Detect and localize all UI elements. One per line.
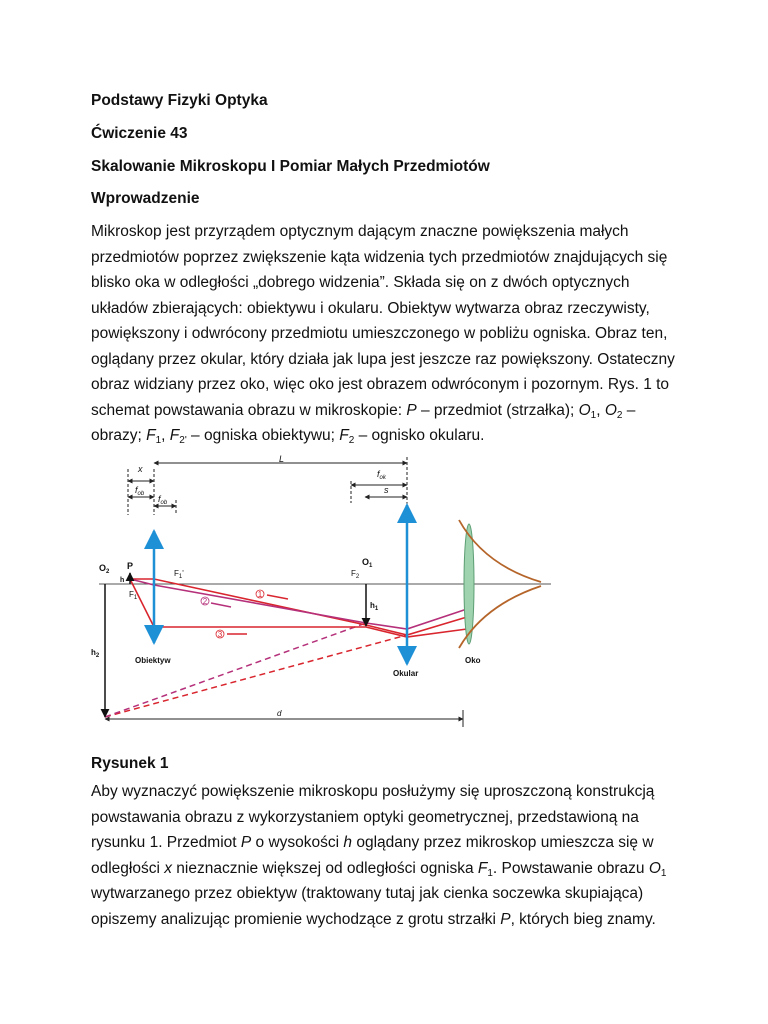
text-line: oglądany przez okular, który działa jak lupa jest jeszcze raz powiększony. Ostateczny [91,350,675,368]
text-line: obrazy; $F_1$, $F_{2'}$ – ogniska obiektywu; $F_2$ – ognisko okularu. [91,427,485,446]
svg-text:fok: $f_{ok}$ [377,469,386,481]
text-line: opiszemy analizując promienie wychodzące z grotu strzałki P, których bieg znamy. [91,910,656,928]
figure-caption: Rysunek 1 [91,755,169,772]
svg-text:3: 3 [217,630,223,639]
svg-text:h1: $h_1$ [370,601,379,612]
svg-text:O2: $O_2$ [99,563,110,575]
svg-text:d: d [277,709,282,718]
text-line: układów zbierających: obiektywu i okularu. Obiektyw wytwarza obraz rzeczywisty, [91,299,650,317]
text-line: odległości x nieznacznie większej od odległości ogniska $F_1$. Powstawanie obrazu $O_1$ [91,859,667,879]
text-line: Mikroskop jest przyrządem optycznym dającym znaczne powiększenia małych [91,223,629,240]
course-title: Podstawy Fizyki Optyka [91,92,268,109]
svg-text:h2: $h_2$ [91,648,100,659]
svg-text:s: s [384,485,389,495]
text-line: przedmiotów poprzez zwiększenie kąta widzenia tych przedmiotów znajdujących się [91,248,668,266]
svg-text:F1': $F_1'$ [174,569,184,580]
svg-text:h: h [120,577,125,584]
text-line: powstawania obrazu z wykorzystaniem optyki geometrycznej, przedstawioną na [91,808,639,826]
document-title: Skalowanie Mikroskopu I Pomiar Małych Przedmiotów [91,158,490,175]
svg-text:F1: $F_1$ [129,590,138,601]
svg-text:Obiektyw: Obiektyw [135,656,171,665]
text-line: Aby wyznaczyć powiększenie mikroskopu posłużymy się uproszczoną konstrukcją [91,783,655,800]
text-line: blisko oka w odległości „dobrego widzenia”. Składa się on z dwóch optycznych [91,274,630,291]
svg-text:P: P [127,561,134,571]
svg-text:fob: $f_{ob}$ [158,494,168,506]
text-line: wytwarzanego przez obiektyw (traktowany tutaj jak cienka soczewka skupiająca) [91,885,644,902]
text-line: schemat powstawania obrazu w mikroskopie: P – przedmiot (strzałka); $O_1$, $O_2$ – [91,401,636,421]
light-rays [130,579,467,637]
svg-text:L: L [279,455,285,464]
body-paragraph [91,779,681,932]
exercise-number: Ćwiczenie 43 [91,125,188,142]
text-line: obraz widziany przez oko, więc oko jest obrazem odwróconym i pozornym. Rys. 1 to [91,376,670,393]
svg-text:fob: $f_{ob}$ [135,485,145,497]
ray-labels [201,590,288,639]
svg-text:1: 1 [257,590,263,599]
intro-paragraph [91,219,681,449]
svg-text:2: 2 [202,597,208,606]
text-line: powiększony i odwrócony przedmiotu umieszczonego w pobliżu ogniska. Obraz ten, [91,325,668,342]
section-heading: Wprowadzenie [91,190,200,207]
text-line: rysunku 1. Przedmiot P o wysokości h oglądany przez mikroskop umieszcza się w [91,834,654,851]
svg-text:O1: $O_1$ [362,557,373,569]
microscope-diagram [91,455,561,740]
svg-text:Oko: Oko [465,656,481,665]
diagram-labels [91,455,481,718]
svg-text:Okular: Okular [393,669,419,678]
virtual-rays [105,623,407,717]
svg-text:x: x [138,464,143,474]
svg-text:F2: $F_2$ [351,569,360,580]
